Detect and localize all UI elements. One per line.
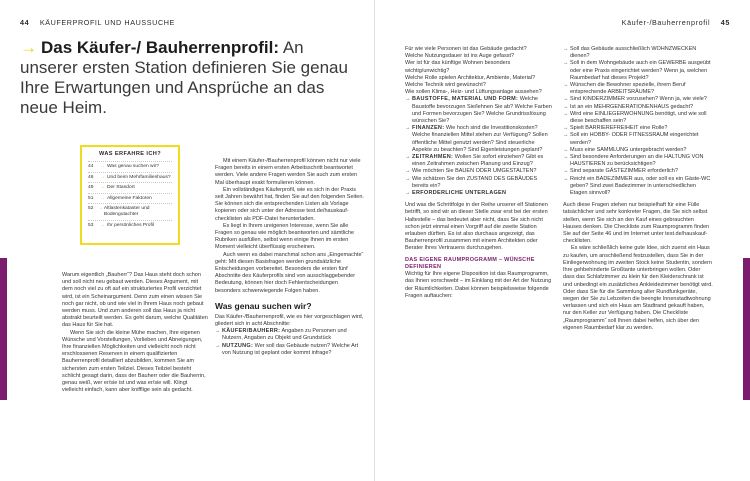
list-item xyxy=(563,111,713,125)
list-item xyxy=(405,168,553,175)
list-item xyxy=(563,132,713,146)
toc-text: Und beim Mehrfamilienhaus? xyxy=(107,174,171,180)
paragraph: Für wie viele Personen ist das Gebäude gedacht? xyxy=(405,46,527,52)
arrow-right-icon: → xyxy=(563,132,569,139)
list-item xyxy=(563,46,713,60)
toc-page: 44 xyxy=(88,164,94,169)
toc-page: 49 xyxy=(88,185,94,191)
left-page-number: 44 xyxy=(20,18,30,27)
right-column-2 xyxy=(563,46,713,332)
arrow-right-icon: → xyxy=(100,185,105,191)
subheading: DAS EIGENE RAUMPROGRAMM – WÜNSCHE DEFINIEREN xyxy=(405,256,535,270)
paragraph: Mit einem Käufer-/Bauherrenprofil können nicht nur viele Fragen bereits in einem ersten Arbeitsschritt beantwortet werden. Viele andere Fragen werden Sie auch zum ersten Mal überhaupt exakt formulieren können. xyxy=(215,158,361,186)
item-label: BAUSTOFFE, MATERIAL UND FORM: xyxy=(412,96,519,103)
arrow-right-icon: → xyxy=(100,164,105,169)
item-text: Ist an ein MEHRGENERATIONENHAUS gedacht? xyxy=(570,103,694,110)
arrow-right-icon: → xyxy=(405,190,411,197)
item-text: Wird eine EINLIEGERWOHNUNG benötigt, und wie soll diese beschaffen sein? xyxy=(570,110,707,125)
item-text: Soll ein HOBBY- ODER FITNESSRAUM eingerichtet werden? xyxy=(570,132,699,146)
list-item xyxy=(563,125,713,132)
arrow-right-icon: → xyxy=(215,328,221,335)
toc-page: 53 xyxy=(88,223,94,229)
arrow-right-icon: → xyxy=(563,82,569,89)
list-item xyxy=(405,154,553,168)
item-text: Spielt BARRIEREFREIHEIT eine Rolle? xyxy=(570,125,668,132)
left-column-1 xyxy=(62,272,209,394)
list-item xyxy=(563,147,713,154)
toc-item[interactable] xyxy=(88,220,172,231)
paragraph: Wer ist für das künftige Wohnen besonders wichtig/unwichtig? xyxy=(405,60,511,74)
left-column-2 xyxy=(215,158,365,357)
arrow-right-icon: → xyxy=(563,175,569,182)
arrow-right-icon: → xyxy=(98,205,103,211)
arrow-right-icon: → xyxy=(100,223,105,229)
toc-text: Was genau suchen wir? xyxy=(107,164,160,169)
arrow-right-icon: → xyxy=(563,103,569,110)
item-text: Soll in dem Wohngebäude auch ein GEWERBE ausgeübt oder eine Praxis eingerichtet werden? Wenn ja, welchen Raumbedarf hat dieses Projekt? xyxy=(570,60,711,81)
paragraph: Auch wenn es dabei manchmal schon ans „Eingemachte“ geht: Mit diesen Basisfragen werden grundsätzliche Entscheidungen vorbereitet. Besonders die ersten fünf Abschnitte des Käuferprofils sind von ausschlaggebender Bedeutung, können hier doch Fehlentscheidungen besonders schwerwiegende Folgen haben. xyxy=(215,251,364,294)
paragraph: Welche Technik wird gewünscht? xyxy=(405,82,486,89)
toc-text: Allgemeine Faktoren xyxy=(107,195,152,201)
list-item xyxy=(563,60,713,82)
toc-text: Der Standort xyxy=(107,185,135,191)
arrow-right-icon: → xyxy=(405,125,411,132)
arrow-right-icon: → xyxy=(563,60,569,67)
right-column-1 xyxy=(405,46,553,300)
paragraph: Welche Rolle spielen Architektur, Ambiente, Material? xyxy=(405,74,536,81)
item-text: Wünschen die Bewohner spezielle, ihrem Beruf entsprechende ARBEITSRÄUME? xyxy=(570,82,686,96)
item-text: Soll das Gebäude ausschließlich WOHNZWECKEN dienen? xyxy=(570,46,697,60)
left-running-head xyxy=(20,18,175,27)
info-box-title: WAS ERFAHRE ICH? xyxy=(98,151,162,157)
arrow-right-icon: → xyxy=(100,174,105,180)
item-text: Wie schätzen Sie den ZUSTAND DES GEBÄUDES bereits ein? xyxy=(412,175,538,189)
list-item xyxy=(405,176,553,190)
list-item xyxy=(405,125,553,154)
arrow-right-icon: → xyxy=(563,46,569,52)
arrow-right-icon: → xyxy=(405,154,411,161)
paragraph: Auch diese Fragen stehen nur beispielhaft für eine Fülle tatsächlicher und sehr konkreter Fragen, die Sie sich selbst stellen, wenn Sie sich an den Kauf eines gebrauchten Hauses denken. Die Checkliste zum Raumprogramm finden Sie auf der Seite 46 und im Internet unter test.de/hauskauf-checklisten. xyxy=(563,202,710,245)
toc-text: Ihr persönliches Profil xyxy=(107,223,155,229)
accent-bar xyxy=(0,258,7,400)
right-page xyxy=(375,0,750,481)
right-running-title: Käufer-/Bauherrenprofil xyxy=(621,18,711,27)
paragraph: Warum eigentlich „Bauherr“? Das Haus steht doch schon und soll nicht neu gebaut werden. Dieses Argument, mit dem noch viel zu oft auf ein strukturiertes Profil verzichtet wird, ist ein Scheinargument. Denn zum einen wissen Sie noch gar nicht, ob und wie viel in Ihrem Haus noch gebaut werden muss. Und zum anderen soll das Haus ja nicht abstrakt beurteilt werden. Es geht darum, welche Qualitäten das Haus für Sie hat. xyxy=(62,272,208,329)
arrow-right-icon: → xyxy=(563,146,569,153)
list-item xyxy=(563,96,713,103)
arrow-right-icon: → xyxy=(20,38,37,57)
item-text: Sind besondere Anforderungen an die HALTUNG VON HAUSTIEREN zu berücksichtigen? xyxy=(570,154,704,168)
item-text: Angaben zu Personen und Nutzern, Angaben zu Objekt und Grundstück xyxy=(222,328,347,342)
headline-rest: An unserer ersten Station definieren Sie genau Ihre Erwartungen und Ansprüche an das neue Heim. xyxy=(20,38,348,117)
arrow-right-icon: → xyxy=(563,110,569,117)
arrow-right-icon: → xyxy=(405,175,411,182)
toc-item[interactable] xyxy=(88,172,172,183)
item-text: Reicht ein BADEZIMMER aus, oder soll es ein Gäste-WC geben? Sind zwei Badezimmer in unterschiedlichen Etagen sinnvoll? xyxy=(570,175,711,197)
item-text: Wie möchten Sie BAUEN ODER UMGESTALTEN? xyxy=(412,168,537,175)
item-text: Wer soll das Gebäude nutzen? Welche Art von Nutzung ist geplant oder kommt infrage? xyxy=(222,342,359,356)
arrow-right-icon: → xyxy=(405,168,411,175)
paragraph: Wie sollen Klima-, Heiz- und Lüftungsanlage aussehen? xyxy=(405,89,542,96)
right-page-number: 45 xyxy=(720,18,730,27)
paragraph: Wichtig für Ihre eigene Disposition ist das Raumprogramm, das Ihnen vorschwebt – im Einklang mit der Art der Nutzung der Räumlichkeiten. Dabei können beispielsweise folgende Fragen auftauchen: xyxy=(405,271,552,299)
item-label: FINANZEN: xyxy=(412,125,445,132)
item-text: Wie hoch sind die Investitionskosten? Welche finanziellen Mittel stehen zur Verfügung? Sollen öffentliche Mittel genutzt werden? Sind steuerliche Aspekte zu beachten? Sind Eigenleistungen geplant? xyxy=(412,125,548,153)
toc-item[interactable] xyxy=(88,193,172,204)
toc-page: 51 xyxy=(88,195,94,201)
list-item xyxy=(563,104,713,111)
toc-text: Altlastenkataster und Bodengutachter xyxy=(103,205,150,218)
list-item xyxy=(405,190,553,197)
item-text: Welche Baustoffe bevorzugen Sie/lehnen Sie ab? Welche Farben und Formen bevorzugen Sie? Welche Grundrisslösung wünschen Sie? xyxy=(412,96,552,125)
item-label: ERFORDERLICHE UNTERLAGEN xyxy=(412,190,507,197)
list-item xyxy=(215,328,365,342)
list-item xyxy=(405,96,553,125)
paragraph: Es liegt in Ihrem ureigenen Interesse, wenn Sie alle Fragen so genau wie möglich beantworten und sämtliche Rubriken ausfüllen, selbst wenn einige Ihnen im ersten Moment vielleicht überflüssig erscheinen. xyxy=(215,222,355,251)
item-text: Wollen Sie sofort einziehen? Gibt es einen Zeitrahmen zwischen Planung und Einzug? xyxy=(412,154,544,168)
arrow-right-icon: → xyxy=(563,154,569,161)
list-item xyxy=(563,154,713,168)
toc-item[interactable] xyxy=(88,161,172,172)
item-label: ZEITRAHMEN: xyxy=(412,154,454,161)
arrow-right-icon: → xyxy=(563,125,569,132)
toc-item[interactable] xyxy=(88,182,172,193)
item-label: KÄUFER/BAUHERR: xyxy=(222,328,281,335)
paragraph: Das Käufer-/Bauherrenprofil, wie es hier vorgeschlagen wird, gliedert sich in acht Abschnitte: xyxy=(215,313,364,328)
paragraph: Welche Nutzungsdauer ist ins Auge gefasst? xyxy=(405,53,515,60)
item-label: NUTZUNG: xyxy=(222,342,254,349)
toc-page: 52 xyxy=(88,205,94,211)
toc-page: 46 xyxy=(88,174,94,180)
list-item xyxy=(563,82,713,96)
info-box-toc xyxy=(80,145,180,245)
left-running-title: KÄUFERPROFIL UND HAUSSUCHE xyxy=(39,18,175,27)
list-item xyxy=(563,168,713,175)
right-running-head xyxy=(622,18,730,27)
accent-bar xyxy=(743,258,750,400)
paragraph: Es wäre schließlich keine gute Idee, sich zuerst ein Haus zu kaufen, um anschließend festzustellen, dass Sie in der Einliegerwohnung im zweiten Stock keine Studentin, sondern Ihre gehbehinderte Großtante unterbringen wollen. Oder dass das Schlafzimmer zu klein für den Kleiderschrank ist und unbedingt ein zusätzliches Ankleidezimmer benötigt wird. Oder dass Sie für die Sammlung alter Rundfunkgeräte, wegen der Sie zu Lebzeiten die beengte Innenstadtwohnung verlassen und sich ein Haus am Stadtrand gekauft haben, nur den Keller zur Verfügung haben. Die Checkliste „Raumprogramm“ soll Ihnen dabei helfen, sich über den eigenen Raumbedarf klar zu werden. xyxy=(563,245,713,331)
arrow-right-icon: → xyxy=(563,96,569,103)
paragraph: Ein vollständiges Käuferprofil, wie es sich in der Praxis seit Jahren bewährt hat, finden Sie auf den folgenden Seiten. Sie können sich die entsprechenden Listen als Vorlage kopieren oder sich unter der Adresse test.de/hauskauf-checklisten als PDF-Datei herunterladen. xyxy=(215,186,364,222)
item-text: Sind KINDERZIMMER vorzusehen? Wenn ja, wie viele? xyxy=(570,96,707,103)
arrow-right-icon: → xyxy=(563,168,569,175)
chapter-headline xyxy=(20,38,350,118)
headline-bold: Das Käufer-/ Bauherrenprofil: xyxy=(41,38,280,57)
list-item xyxy=(215,343,365,357)
paragraph: Wenn Sie sich die kleine Mühe machen, Ihre eigenen Wünsche und Vorstellungen, Vorlieben und Abneigungen, Ihre finanziellen Möglichkeiten und vielleicht noch nicht erschlossenen Reserven in einem qualifizierten Bauherrenprofil detailliert abzubilden, kommen Sie am sichersten zum ersten Teilziel. Dieses Teilziel besteht schlicht gesagt darin, dass der Bauherr oder die Bauherrin, genau weiß, wer er/sie ist und was er/sie will. Klingt vielleicht einfach, kann aber knifflige sein als gedacht. xyxy=(62,329,206,394)
arrow-right-icon: → xyxy=(405,96,411,103)
arrow-right-icon: → xyxy=(215,342,221,349)
list-item xyxy=(563,176,713,198)
item-text: Sind separate GÄSTEZIMMER erforderlich? xyxy=(570,168,678,175)
toc-item[interactable] xyxy=(88,203,172,220)
item-text: Muss eine SAMMLUNG untergebracht werden? xyxy=(570,146,687,153)
paragraph: Und was die Schrittfolge in der Reihe unserer elf Stationen betrifft, so sind wir an dieser Stelle zwar erst bei der ersten Haltestelle – das bedeutet aber nicht, dass Sie sich nicht schon jetzt einmal einen Vorgriff auf die zweite Station erlauben dürften. Es ist also durchaus angezeigt, das Bauherrenprofil zusammen mit einem Architekten oder Berater Ihres Vertrauens durchzugehen. xyxy=(405,202,548,252)
section-heading: Was genau suchen wir? xyxy=(215,300,312,311)
arrow-right-icon: → xyxy=(100,195,105,201)
